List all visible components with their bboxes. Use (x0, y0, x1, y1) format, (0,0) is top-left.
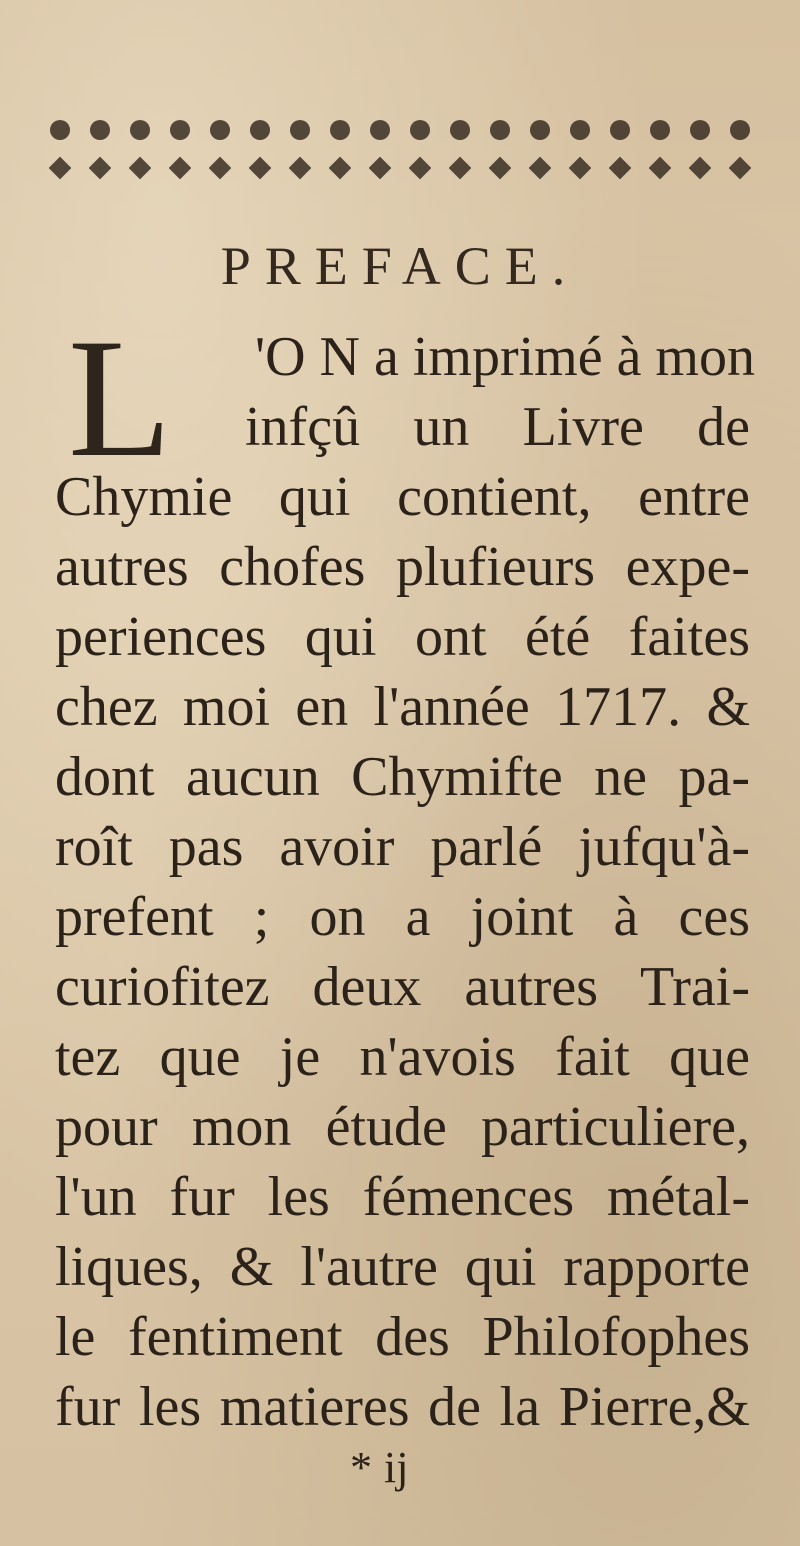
signature-text: ij (384, 1443, 409, 1492)
text-line-9: prefent ; on a joint à ces (55, 886, 750, 948)
signature-mark (350, 1442, 408, 1493)
drop-cap: L (68, 304, 172, 492)
text-line-6: chez moi en l'année 1717. & (55, 676, 750, 738)
text-line-12: pour mon étude particuliere, (55, 1096, 750, 1158)
text-line-7: dont aucun Chymifte ne pa- (55, 746, 750, 808)
text-line-4: autres chofes plufieurs expe- (55, 536, 750, 598)
text-line-11: tez que je n'avois fait que (55, 1026, 750, 1088)
fleuron-row-top (50, 120, 750, 140)
text-line-1: 'O N a imprimé à mon (255, 326, 755, 388)
text-line-13: l'un fur les fémences métal- (55, 1166, 750, 1228)
asterisk-icon: * (350, 1443, 372, 1492)
page-title: PREFACE. (220, 236, 580, 296)
text-line-8: roît pas avoir parlé jufqu'à- (55, 816, 750, 878)
text-line-5: periences qui ont été faites (55, 606, 750, 668)
text-line-2: infçû un Livre de (245, 396, 750, 458)
text-line-15: le fentiment des Philofophes (55, 1306, 750, 1368)
text-line-10: curiofitez deux autres Trai- (55, 956, 750, 1018)
text-line-16: fur les matieres de la Pierre,& (55, 1376, 750, 1438)
text-line-3: Chymie qui contient, entre (55, 466, 750, 528)
text-line-14: liques, & l'autre qui rapporte (55, 1236, 750, 1298)
fleuron-row-bottom (49, 157, 752, 180)
ornament-band (40, 100, 780, 210)
